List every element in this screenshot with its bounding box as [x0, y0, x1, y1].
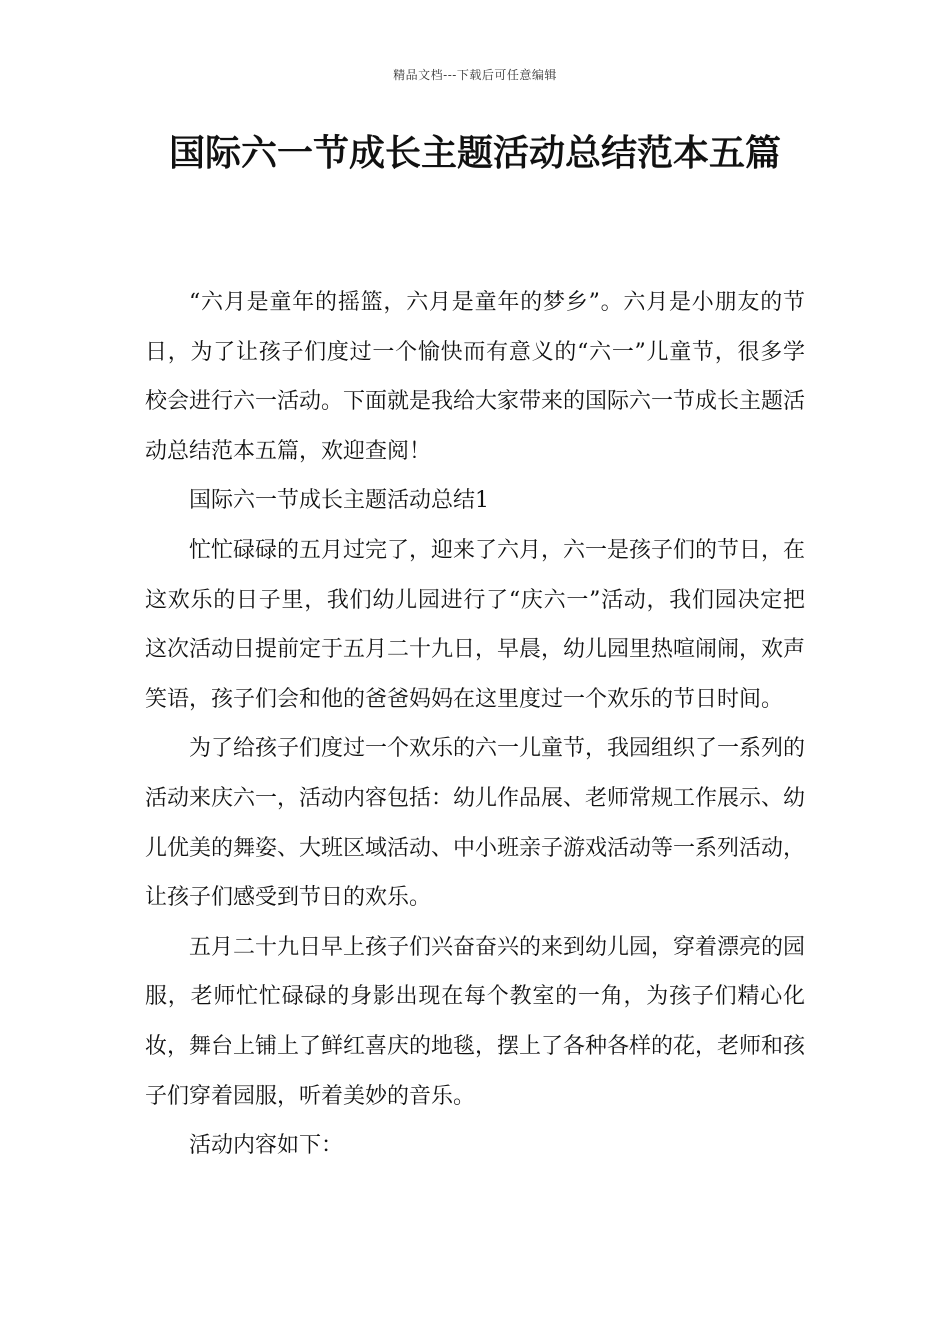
body-paragraph: 为了给孩子们度过一个欢乐的六一儿童节，我园组织了一系列的活动来庆六一，活动内容包括：幼儿作品展、老师常规工作展示、幼儿优美的舞姿、大班区域活动、中小班亲子游戏活动等一系列活动，让孩子们感受到节日的欢乐。 [145, 736, 806, 911]
body-paragraph: 活动内容如下： [189, 1133, 344, 1159]
header-note: 精品文档---下载后可任意编辑 [393, 68, 557, 82]
intro-paragraph: “六月是童年的摇篮，六月是童年的梦乡”。六月是小朋友的节日，为了让孩子们度过一个愉快而有意义的“六一”儿童节，很多学校会进行六一活动。下面就是我给大家带来的国际六一节成长主题活动总结范本五篇，欢迎查阅！ [145, 290, 806, 464]
body-paragraph: 五月二十九日早上孩子们兴奋奋兴的来到幼儿园，穿着漂亮的园服，老师忙忙碌碌的身影出现在每个教室的一角，为孩子们精心化妆，舞台上铺上了鲜红喜庆的地毯，摆上了各种各样的花，老师和孩子们穿着园服，听着美妙的音乐。 [145, 934, 806, 1109]
document-body [145, 278, 805, 1171]
document-title: 国际六一节成长主题活动总结范本五篇 [168, 132, 781, 174]
body-paragraph: 忙忙碌碌的五月过完了，迎来了六月，六一是孩子们的节日，在这欢乐的日子里，我们幼儿园进行了“庆六一”活动，我们园决定把这次活动日提前定于五月二十九日，早晨，幼儿园里热喧闹闹，欢声笑语，孩子们会和他的爸爸妈妈在这里度过一个欢乐的节日时间。 [145, 537, 806, 712]
section-heading: 国际六一节成长主题活动总结1 [189, 488, 489, 514]
